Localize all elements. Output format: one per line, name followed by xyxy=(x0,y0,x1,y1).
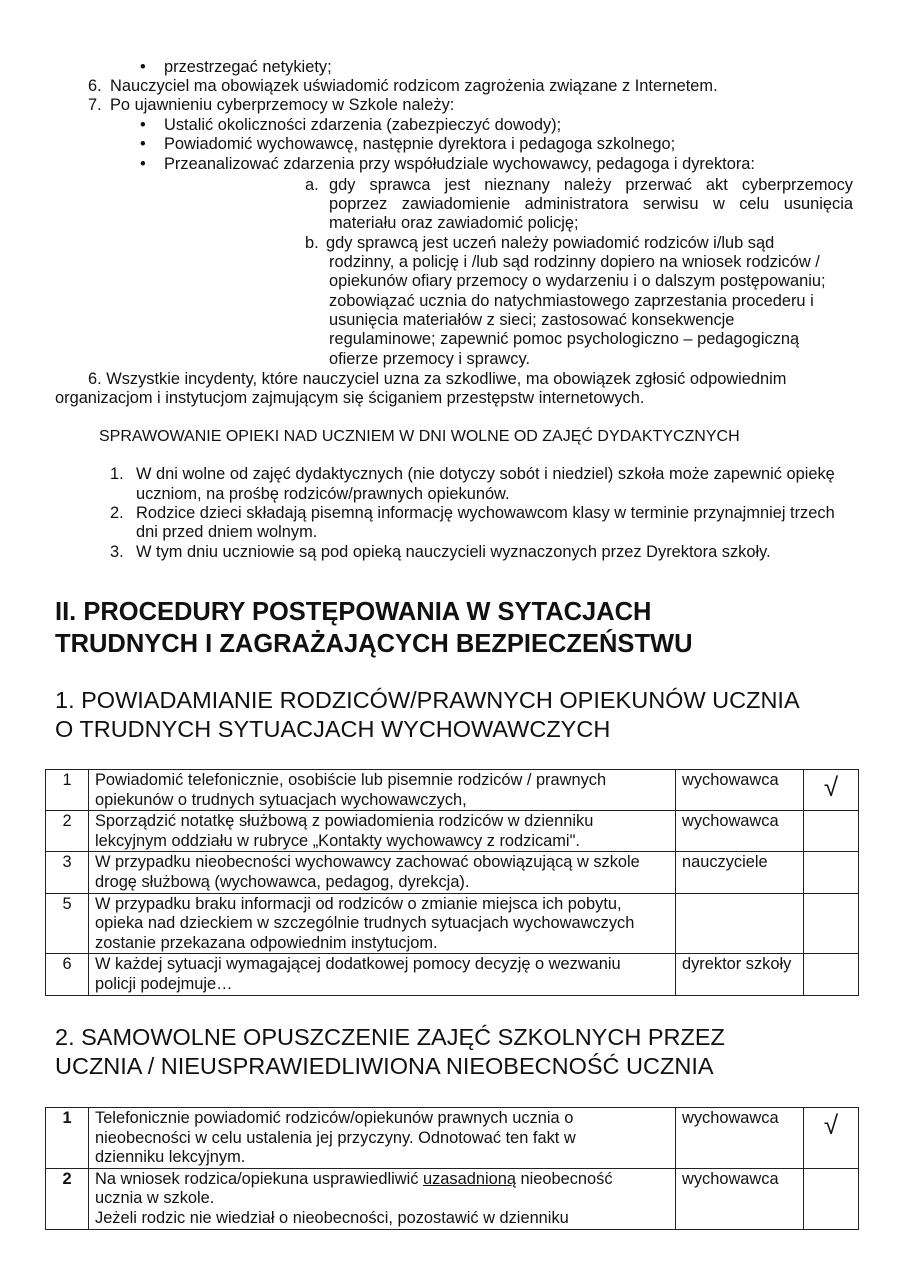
sub-b-line: rodzinny, a policję i /lub sąd rodzinny dopiero na wniosek rodziców / xyxy=(329,253,820,271)
check-cell xyxy=(804,954,859,995)
row-description xyxy=(89,770,676,811)
row-text-line: W przypadku nieobecności wychowawcy zachować obowiązującą w szkole xyxy=(95,853,640,872)
row-responsible: wychowawca xyxy=(676,1168,804,1229)
row-text-line: Powiadomić telefonicznie, osobiście lub pisemnie rodziców / prawnych xyxy=(95,771,607,789)
table-row xyxy=(46,954,859,995)
sub-b-line: usunięcia materiałów z sieci; zastosować konsekwencje xyxy=(329,311,735,329)
row-text-line: W każdej sytuacji wymagającej dodatkowej pomocy decyzję o wezwaniu xyxy=(95,955,621,974)
table-row xyxy=(46,893,859,954)
row-number: 2 xyxy=(46,1168,89,1229)
care-item-number: 1. xyxy=(110,465,124,483)
row-text-line: dzienniku lekcyjnym. xyxy=(95,1148,246,1167)
underlined-word: uzasadnioną xyxy=(422,1169,516,1188)
table-row xyxy=(46,811,859,852)
item-6b-line: organizacjom i instytucjom zajmującym się ściganiem przestępstw internetowych. xyxy=(55,389,645,407)
care-item-line: uczniom, na prośbę rodziców/prawnych opiekunów. xyxy=(136,485,510,503)
care-heading: SPRAWOWANIE OPIEKI NAD UCZNIEM W DNI WOLNE OD ZAJĘĆ DYDAKTYCZNYCH xyxy=(99,428,740,445)
section-title: TRUDNYCH I ZAGRAŻAJĄCYCH BEZPIECZEŃSTWU xyxy=(55,630,693,658)
check-cell xyxy=(804,852,859,893)
sub-b-line: ofierze przemocy i sprawcy. xyxy=(329,350,530,368)
row-text-line: opiekunów o trudnych sytuacjach wychowawczych, xyxy=(95,790,467,809)
row-responsible: wychowawca xyxy=(676,811,804,852)
row-description xyxy=(89,954,676,995)
row-text-line: nieobecności w celu ustalenia jej przyczyny. Odnotować ten fakt w xyxy=(95,1128,576,1147)
item-7-number: 7. xyxy=(88,96,102,114)
row-description xyxy=(89,852,676,893)
bullet-item: • Przeanalizować zdarzenia przy współudziale wychowawcy, pedagoga i dyrektora: xyxy=(164,155,755,175)
sub-a-label: a. xyxy=(305,176,319,194)
row-responsible xyxy=(676,893,804,954)
row-text-line: policji podejmuje… xyxy=(95,974,233,993)
check-cell xyxy=(804,893,859,954)
bullet-netykieta: • przestrzegać netykiety; xyxy=(164,58,332,78)
row-number: 6 xyxy=(46,954,89,995)
row-responsible: dyrektor szkoły xyxy=(676,954,804,995)
row-text-fragment: Na wniosek rodzica/opiekuna usprawiedliwić xyxy=(95,1169,423,1188)
section-title: II. PROCEDURY POSTĘPOWANIA W SYTACJACH xyxy=(55,598,652,626)
procedure-2-title: UCZNIA / NIEUSPRAWIEDLIWIONA NIEOBECNOŚĆ UCZNIA xyxy=(55,1053,714,1079)
bullet-item: • Powiadomić wychowawcę, następnie dyrektora i pedagoga szkolnego; xyxy=(164,135,675,155)
care-item-line: W dni wolne od zajęć dydaktycznych (nie dotyczy sobót i niedziel) szkoła może zapewnić opiekę xyxy=(136,465,835,483)
table-row xyxy=(46,770,859,811)
care-item-number: 2. xyxy=(110,504,124,522)
row-text-line: Sporządzić notatkę służbową z powiadomienia rodziców w dzienniku xyxy=(95,812,594,831)
row-number: 1 xyxy=(46,770,89,811)
row-text-line xyxy=(95,1170,669,1190)
row-text-line: zostanie przekazana odpowiednim instytucjom. xyxy=(95,933,438,952)
sub-a-line: poprzez zawiadomienie administratora serwisu w celu usunięcia xyxy=(329,195,853,213)
care-item-line: dni przed dniem wolnym. xyxy=(136,523,318,541)
row-number: 5 xyxy=(46,893,89,954)
procedure-1-table xyxy=(45,769,859,996)
care-item-line: Rodzice dzieci składają pisemną informację wychowawcom klasy w terminie przynajmniej trzech xyxy=(136,504,835,522)
row-responsible: wychowawca xyxy=(676,1108,804,1169)
sub-b-line: regulaminowe; zapewnić pomoc psychologiczno – pedagogiczną xyxy=(329,330,800,348)
procedure-1-title: O TRUDNYCH SYTUACJACH WYCHOWAWCZYCH xyxy=(55,716,611,742)
table-row xyxy=(46,1168,859,1229)
item-6b-line: 6. Wszystkie incydenty, które nauczyciel uzna za szkodliwe, ma obowiązek zgłosić odpowiednim xyxy=(88,370,787,388)
care-item-number: 3. xyxy=(110,543,124,561)
sub-b-line: opiekunów ofiary przemocy o wydarzeniu i o dalszym postępowaniu; xyxy=(329,272,826,290)
item-7-text: Po ujawnieniu cyberprzemocy w Szkole należy: xyxy=(110,96,455,114)
row-text-line: lekcyjnym oddziału w rubryce „Kontakty wychowawcy z rodzicami". xyxy=(95,831,580,850)
table-row xyxy=(46,1108,859,1169)
row-text-line: Jeżeli rodzic nie wiedział o nieobecności, pozostawić w dzienniku xyxy=(95,1208,569,1227)
row-responsible: nauczyciele xyxy=(676,852,804,893)
row-text-line: drogę służbową (wychowawca, pedagog, dyrekcja). xyxy=(95,872,470,891)
row-text-line: opieka nad dzieckiem w szczególnie trudnych sytuacjach wychowawczych xyxy=(95,914,635,933)
sub-b-label: b. xyxy=(305,234,319,252)
item-6-text: Nauczyciel ma obowiązek uświadomić rodzicom zagrożenia związane z Internetem. xyxy=(110,77,718,95)
row-text-fragment: nieobecność xyxy=(515,1169,613,1188)
sub-a-line: materiału oraz zawiadomić policję; xyxy=(329,214,579,232)
care-item-line: W tym dniu uczniowie są pod opieką nauczycieli wyznaczonych przez Dyrektora szkoły. xyxy=(136,543,771,561)
row-description xyxy=(89,1108,676,1169)
row-text-line: W przypadku braku informacji od rodziców o zmianie miejsca ich pobytu, xyxy=(95,894,622,913)
procedure-2-title: 2. SAMOWOLNE OPUSZCZENIE ZAJĘĆ SZKOLNYCH PRZEZ xyxy=(55,1024,725,1050)
check-cell xyxy=(804,1168,859,1229)
item-6-number: 6. xyxy=(88,77,102,95)
row-description xyxy=(89,811,676,852)
procedure-2-table xyxy=(45,1107,859,1230)
row-text-line: Telefonicznie powiadomić rodziców/opiekunów prawnych ucznia o xyxy=(95,1109,574,1127)
sub-b-line: gdy sprawcą jest uczeń należy powiadomić rodziców i/lub sąd xyxy=(326,234,775,252)
row-responsible: wychowawca xyxy=(676,770,804,811)
row-description xyxy=(89,1168,676,1229)
row-number: 1 xyxy=(46,1108,89,1169)
sub-b-line: zobowiązać ucznia do natychmiastowego zaprzestania procederu i xyxy=(329,292,814,310)
check-mark: √ xyxy=(804,1108,859,1169)
bullet-item: • Ustalić okoliczności zdarzenia (zabezpieczyć dowody); xyxy=(164,116,561,136)
row-number: 3 xyxy=(46,852,89,893)
check-cell xyxy=(804,811,859,852)
row-description xyxy=(89,893,676,954)
check-mark: √ xyxy=(804,770,859,811)
row-text-line: ucznia w szkole. xyxy=(95,1189,215,1208)
row-number: 2 xyxy=(46,811,89,852)
table-row xyxy=(46,852,859,893)
sub-a-line: gdy sprawca jest nieznany należy przerwać akt cyberprzemocy xyxy=(329,176,853,194)
procedure-1-title: 1. POWIADAMIANIE RODZICÓW/PRAWNYCH OPIEKUNÓW UCZNIA xyxy=(55,687,800,713)
